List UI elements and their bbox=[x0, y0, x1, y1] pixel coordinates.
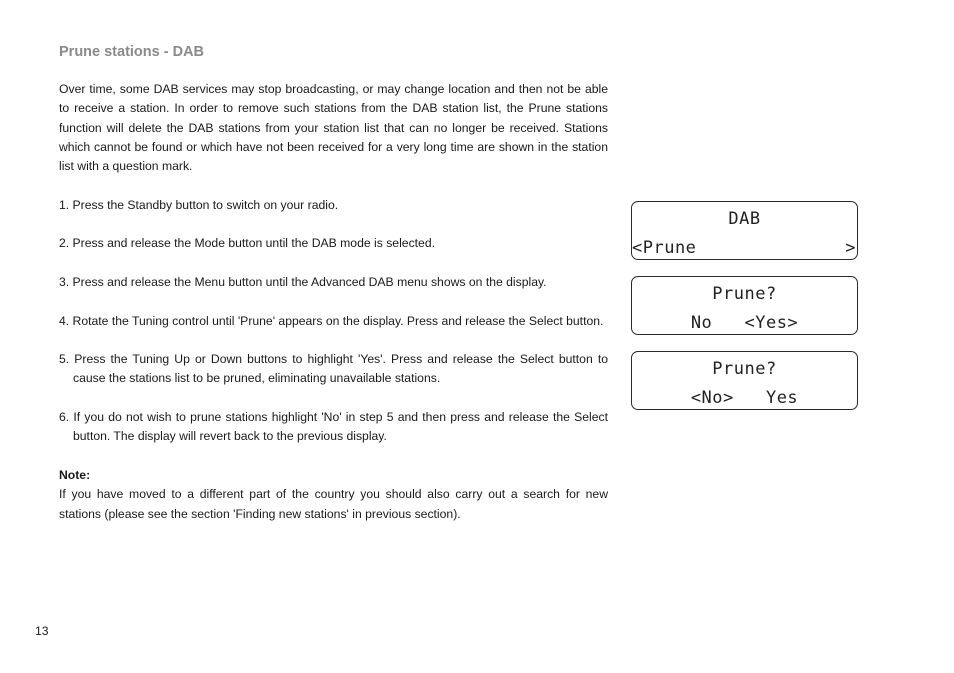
lcd-display-prune-yes bbox=[631, 276, 858, 335]
section-heading: Prune stations - DAB bbox=[59, 44, 205, 60]
lcd-right-arrow: > bbox=[845, 238, 856, 258]
step-4: 4. Rotate the Tuning control until 'Prune' appears on the display. Press and release the Select button. bbox=[59, 313, 604, 328]
lcd-line-1: DAB bbox=[728, 209, 761, 229]
lcd-line-2: <No> Yes bbox=[690, 388, 799, 408]
note-label: Note: bbox=[59, 467, 91, 482]
page-number: 13 bbox=[35, 624, 49, 638]
lcd-display-prune-no bbox=[631, 351, 858, 410]
lcd-line-2: No <Yes> bbox=[690, 313, 799, 333]
lcd-line-2: <Prune bbox=[632, 238, 697, 258]
step-1: 1. Press the Standby button to switch on your radio. bbox=[59, 197, 339, 212]
note-text: If you have moved to a different part of the country you should also carry out a search for new stations (please see the section 'Finding new stations' in previous section). bbox=[59, 487, 608, 521]
lcd-line-1: Prune? bbox=[712, 284, 777, 304]
step-5: 5. Press the Tuning Up or Down buttons to highlight 'Yes'. Press and release the Select button to cause the stations list to be pruned, eliminating unavailable stations. bbox=[59, 352, 608, 386]
lcd-line-1: Prune? bbox=[712, 359, 777, 379]
instruction-steps bbox=[59, 196, 608, 447]
lcd-display-dab-prune bbox=[631, 201, 858, 260]
step-3: 3. Press and release the Menu button until the Advanced DAB menu shows on the display. bbox=[59, 274, 547, 289]
step-6: 6. If you do not wish to prune stations highlight 'No' in step 5 and then press and release the Select button. The display will revert back to the previous display. bbox=[59, 410, 608, 444]
body-text bbox=[59, 80, 608, 524]
intro-paragraph: Over time, some DAB services may stop broadcasting, or may change location and then not be able to receive a station. In order to remove such stations from the DAB station list, the Prune stations function will delete the DAB stations from your station list that can no longer be received. Stations which cannot be found or which have not been received for a very long time are shown in the station list with a question mark. bbox=[59, 82, 608, 174]
step-2: 2. Press and release the Mode button until the DAB mode is selected. bbox=[59, 236, 435, 251]
